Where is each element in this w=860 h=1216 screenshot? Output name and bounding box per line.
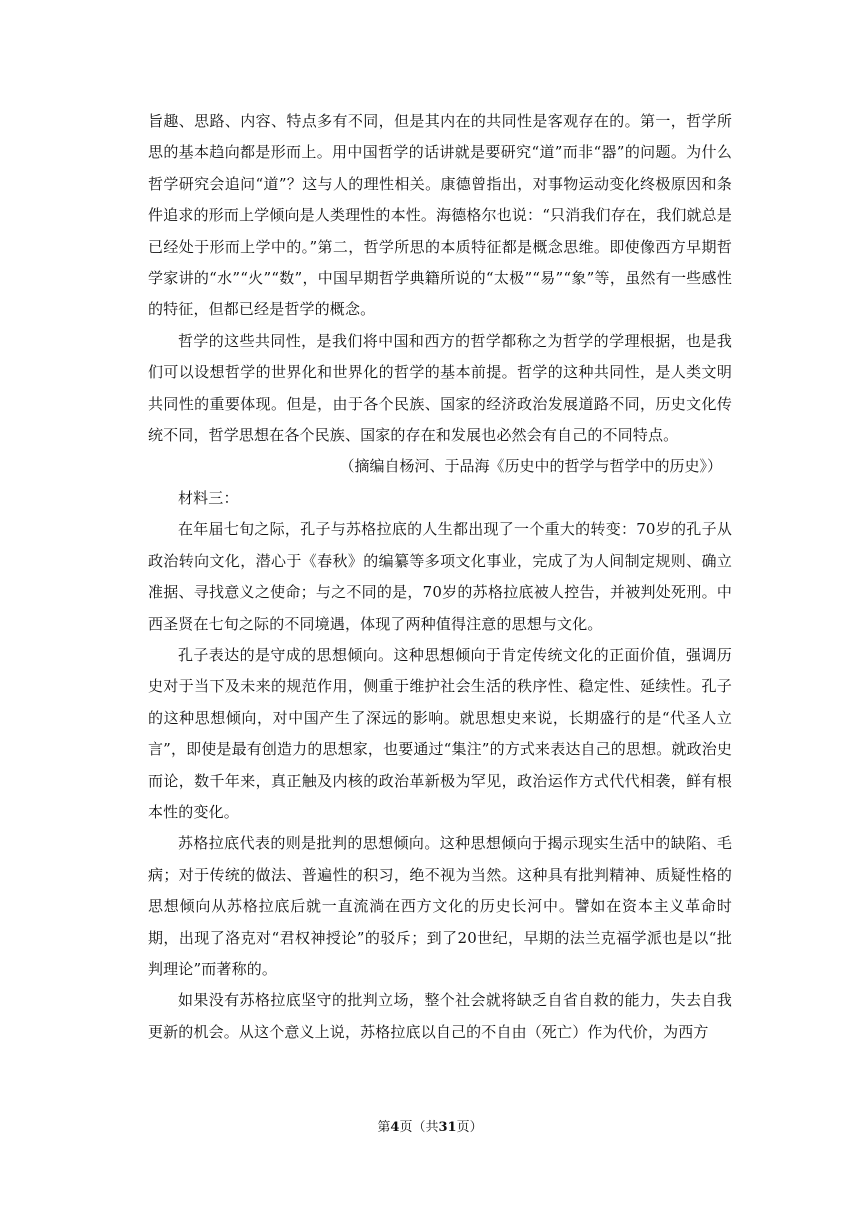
source-citation: （摘编自杨河、于品海《历史中的哲学与哲学中的历史》） — [339, 457, 722, 476]
footer-page-number: 4 — [390, 1120, 400, 1135]
material-label: 材料三： — [178, 488, 239, 507]
footer-suffix: 页） — [456, 1120, 483, 1135]
paragraph-5: 苏格拉底代表的则是批判的思想倾向。这种思想倾向于揭示现实生活中的缺陷、毛病；对于传统的做法、普遍性的积习，绝不视为当然。这种具有批判精神、质疑性格的思想倾向从苏格拉底后就一直流淌在西方文化的历史长河中。譬如在资本主义革命时期，出现了洛克对“君权神授论”的驳斥；到了20世纪，早期的法兰克福学派也是以“批判理论”而著称的。 — [148, 834, 732, 978]
paragraph-2: 哲学的这些共同性，是我们将中国和西方的哲学都称之为哲学的学理根据，也是我们可以设想哲学的世界化和世界化的哲学的基本前提。哲学的这种共同性，是人类文明共同性的重要体现。但是，由于各个民族、国家的经济政治发展道路不同，历史文化传统不同，哲学思想在各个民族、国家的存在和发展也必然会有自己的不同特点。 — [148, 331, 732, 445]
document-body — [148, 106, 732, 1048]
paragraph-3: 在年届七旬之际，孔子与苏格拉底的人生都出现了一个重大的转变：70岁的孔子从政治转向文化，潜心于《春秋》的编纂等多项文化事业，完成了为人间制定规则、确立准据、寻找意义之使命；与之不同的是，70岁的苏格拉底被人控告，并被判处死刑。中西圣贤在七旬之际的不同境遇，体现了两种值得注意的思想与文化。 — [148, 520, 732, 633]
footer-mid: 页（共 — [399, 1120, 439, 1135]
footer-prefix: 第 — [377, 1120, 391, 1135]
paragraph-4: 孔子表达的是守成的思想倾向。这种思想倾向于肯定传统文化的正面价值，强调历史对于当下及未来的规范作用，侧重于维护社会生活的秩序性、稳定性、延续性。孔子的这种思想倾向，对中国产生了深远的影响。就思想史来说，长期盛行的是“代圣人立言”，即使是最有创造力的思想家，也要通过“集注”的方式来表达自己的思想。就政治史而论，数千年来，真正触及内核的政治革新极为罕见，政治运作方式代代相袭，鲜有根本性的变化。 — [148, 645, 733, 821]
paragraph-1: 旨趣、思路、内容、特点多有不同，但是其内在的共同性是客观存在的。第一，哲学所思的基本趋向都是形而上。用中国哲学的话讲就是要研究“道”而非“器”的问题。为什么哲学研究会追问“道”？这与人的理性相关。康德曾指出，对事物运动变化终极原因和条件追求的形而上学倾向是人类理性的本性。海德格尔也说：“只消我们存在，我们就总是已经处于形而上学中的。”第二，哲学所思的本质特征都是概念思维。即使像西方早期哲学家讲的“水”“火”“数”，中国早期哲学典籍所说的“太极”“易”“象”等，虽然有一些感性的特征，但都已经是哲学的概念。 — [148, 112, 732, 319]
footer-total-pages: 31 — [438, 1120, 457, 1135]
page-footer — [0, 1119, 860, 1137]
paragraph-6: 如果没有苏格拉底坚守的批判立场，整个社会就将缺乏自省自救的能力，失去自我更新的机会。从这个意义上说，苏格拉底以自己的不自由（死亡）作为代价，为西方 — [148, 991, 732, 1041]
